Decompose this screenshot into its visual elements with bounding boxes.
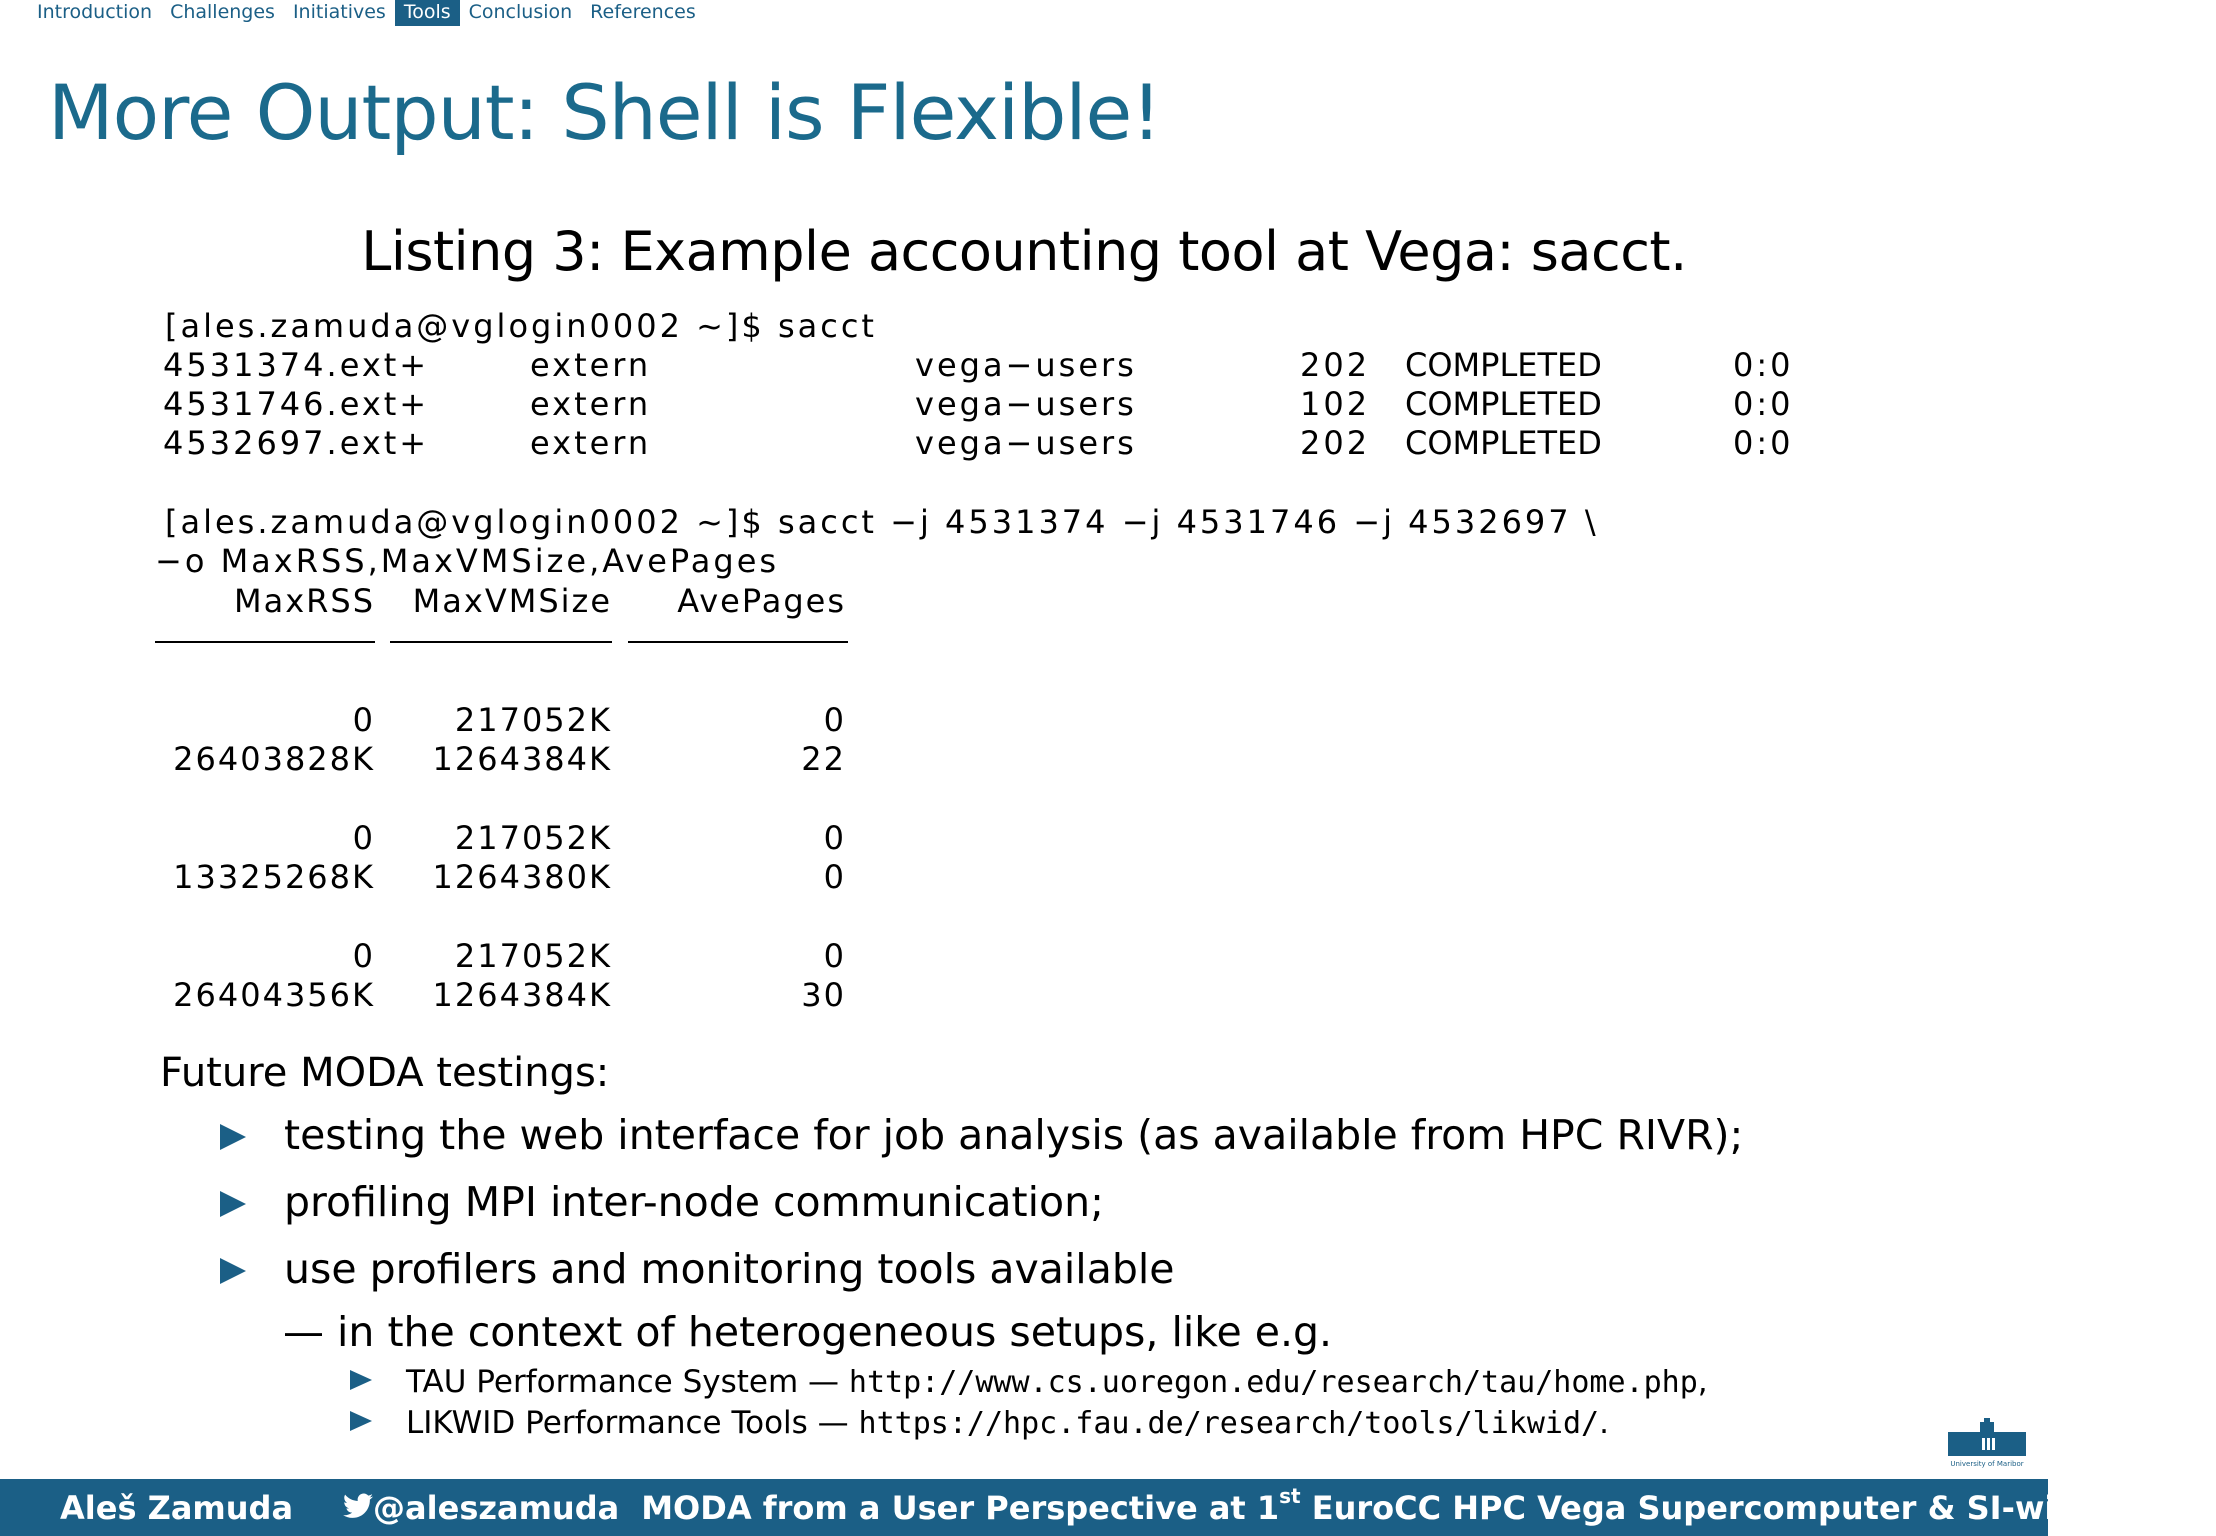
prompt-sacct-detail: [ales.zamuda@vglogin0002 ~]$ sacct −j 4531374 −j 4531746 −j 4532697 \: [165, 503, 1599, 541]
job-account: vega−users: [915, 385, 1137, 423]
job-exit: 0:0: [1733, 424, 1794, 462]
footer-bar: [0, 1479, 2216, 1536]
stats-cell: 0: [823, 858, 846, 896]
triangle-bullet-icon: [350, 1370, 372, 1390]
footer-talk-prefix: MODA from a User Perspective at 1: [641, 1488, 1280, 1527]
stats-cell: 0: [352, 937, 375, 975]
stats-cell: 217052K: [454, 937, 612, 975]
job-id: 4532697.ext+: [163, 424, 430, 462]
slide-title: More Output: Shell is Flexible!: [48, 68, 1161, 157]
section-nav: [28, 0, 705, 27]
stats-cell: 1264384K: [432, 976, 612, 1014]
list-item: [350, 1403, 1708, 1444]
list-item: [220, 1177, 1743, 1227]
stats-cell: 0: [823, 819, 846, 857]
nav-conclusion[interactable]: Conclusion: [468, 1, 573, 23]
bullet-text: testing the web interface for job analysis (as available from HPC RIVR);: [284, 1111, 1744, 1159]
triangle-bullet-icon: [220, 1124, 246, 1150]
job-account: vega−users: [915, 424, 1137, 462]
stats-rule: [628, 641, 848, 643]
job-id: 4531746.ext+: [163, 385, 430, 423]
nav-references[interactable]: References: [590, 1, 696, 23]
nav-introduction[interactable]: Introduction: [37, 1, 153, 23]
job-id: 4531374.ext+: [163, 346, 430, 384]
page-number: 21/ 28: [2114, 1488, 2216, 1527]
prompt-sacct-detail-cont: −o MaxRSS,MaxVMSize,AvePages: [155, 542, 780, 580]
university-logo: [1946, 1418, 2028, 1468]
stats-cell: 1264384K: [432, 740, 612, 778]
stats-cell: 0: [823, 937, 846, 975]
footer-talk-sup: st: [1279, 1483, 1301, 1508]
footer-author: Aleš Zamuda: [60, 1488, 294, 1527]
list-item: [220, 1110, 1743, 1160]
list-item: [350, 1362, 1708, 1403]
stats-cell: 0: [352, 701, 375, 739]
stats-cell: 26404356K: [173, 976, 375, 1014]
future-list: [220, 1110, 1743, 1311]
stats-cell: 26403828K: [173, 740, 375, 778]
stats-cell: 217052K: [454, 701, 612, 739]
triangle-bullet-icon: [350, 1411, 372, 1431]
stats-rule: [390, 641, 612, 643]
job-name: extern: [530, 346, 652, 384]
stats-cell: 1264380K: [432, 858, 612, 896]
tool-punct: .: [1599, 1405, 1609, 1441]
listing-caption: Listing 3: Example accounting tool at Vega: sacct.: [361, 220, 1687, 283]
tool-url[interactable]: http://www.cs.uoregon.edu/research/tau/home.php: [848, 1365, 1698, 1400]
logo-caption: University of Maribor: [1950, 1460, 2024, 1468]
bullet-text: profiling MPI inter-node communication;: [284, 1178, 1104, 1226]
stats-header-avepages: AvePages: [677, 582, 846, 620]
job-cpus: 202: [1300, 424, 1371, 462]
tool-name: LIKWID Performance Tools —: [406, 1405, 849, 1441]
job-exit: 0:0: [1733, 385, 1794, 423]
triangle-bullet-icon: [220, 1191, 246, 1217]
continuation-text: — in the context of heterogeneous setups, like e.g.: [283, 1308, 1333, 1356]
stats-header-maxvmsize: MaxVMSize: [412, 582, 612, 620]
stats-cell: 30: [801, 976, 846, 1014]
future-heading: Future MODA testings:: [160, 1050, 610, 1096]
stats-cell: 0: [823, 701, 846, 739]
stats-cell: 22: [801, 740, 846, 778]
job-cpus: 102: [1300, 385, 1371, 423]
triangle-bullet-icon: [220, 1258, 246, 1284]
stats-cell: 0: [352, 819, 375, 857]
list-item: [220, 1244, 1743, 1294]
job-name: extern: [530, 385, 652, 423]
job-state: COMPLETED: [1405, 385, 1602, 423]
tools-list: [350, 1362, 1708, 1444]
stats-cell: 217052K: [454, 819, 612, 857]
footer-handle: @aleszamuda: [373, 1488, 620, 1527]
stats-rule: [155, 641, 375, 643]
job-state: COMPLETED: [1405, 346, 1602, 384]
job-cpus: 202: [1300, 346, 1371, 384]
nav-tools[interactable]: Tools: [395, 0, 460, 26]
job-account: vega−users: [915, 346, 1137, 384]
tool-url[interactable]: https://hpc.fau.de/research/tools/likwid/: [858, 1406, 1600, 1441]
footer-talk-suffix: EuroCC HPC Vega Supercomputer & SI-wide: [1300, 1488, 2100, 1527]
university-logo-icon: [1946, 1418, 2028, 1468]
tool-name: TAU Performance System —: [406, 1364, 840, 1400]
stats-header-maxrss: MaxRSS: [233, 582, 375, 620]
job-exit: 0:0: [1733, 346, 1794, 384]
nav-initiatives[interactable]: Initiatives: [292, 1, 386, 23]
job-name: extern: [530, 424, 652, 462]
stats-cell: 13325268K: [173, 858, 375, 896]
twitter-icon: [343, 1489, 373, 1527]
nav-challenges[interactable]: Challenges: [170, 1, 275, 23]
prompt-sacct: [ales.zamuda@vglogin0002 ~]$ sacct: [165, 307, 877, 345]
job-state: COMPLETED: [1405, 424, 1602, 462]
bullet-text: use profilers and monitoring tools available: [284, 1245, 1175, 1293]
tool-punct: ,: [1697, 1364, 1708, 1400]
